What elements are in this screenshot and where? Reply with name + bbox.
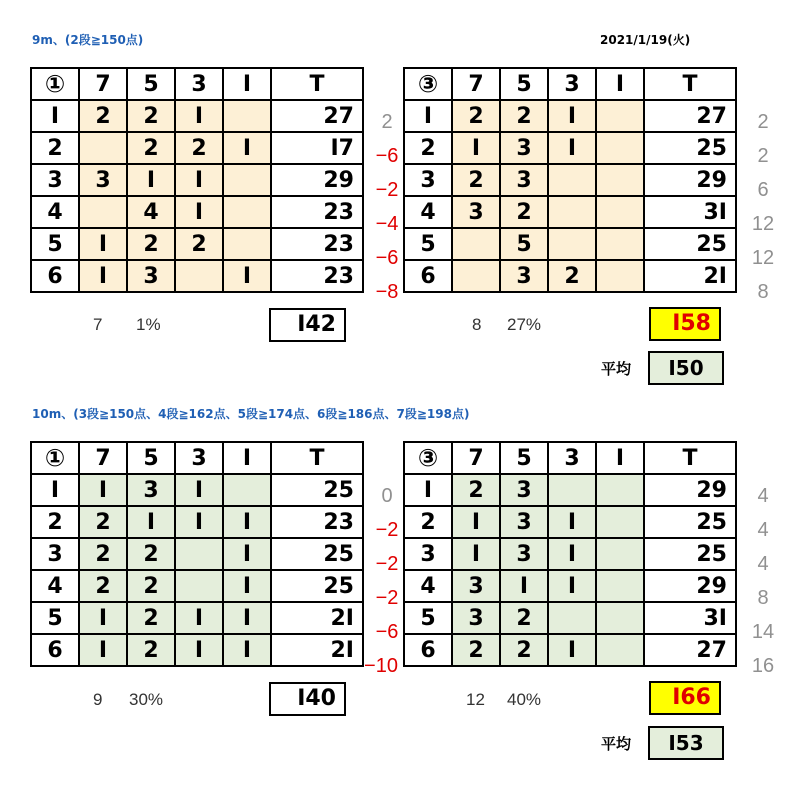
table-row — [404, 164, 736, 196]
header-cell: 3 — [548, 442, 596, 474]
count-cell: 2 — [452, 474, 500, 506]
count-cell — [596, 260, 644, 292]
stat-count: 9 — [93, 690, 103, 709]
row-number: 4 — [31, 196, 79, 228]
row-number: I — [31, 474, 79, 506]
diff-value: −2 — [375, 519, 399, 541]
count-cell: 2 — [127, 634, 175, 666]
row-total: 25 — [271, 474, 363, 506]
table-row — [404, 260, 736, 292]
count-cell — [175, 538, 223, 570]
count-cell — [452, 260, 500, 292]
diff-value: 12 — [751, 213, 775, 235]
header-cell: 5 — [127, 442, 175, 474]
score-table-left — [30, 441, 364, 667]
count-cell — [596, 474, 644, 506]
header-cell: ① — [31, 68, 79, 100]
stat-count: 7 — [93, 315, 103, 334]
table-row — [404, 196, 736, 228]
table-row — [31, 602, 363, 634]
count-cell: I — [223, 538, 271, 570]
score-table-left — [30, 67, 364, 293]
count-cell — [548, 196, 596, 228]
count-cell: 3 — [500, 260, 548, 292]
table-row — [404, 474, 736, 506]
count-cell: I — [175, 164, 223, 196]
header-cell: I — [223, 442, 271, 474]
count-cell: I — [452, 538, 500, 570]
count-cell: I — [548, 506, 596, 538]
diff-value: −6 — [375, 621, 399, 643]
count-cell: I — [127, 164, 175, 196]
count-cell — [596, 538, 644, 570]
row-number: 2 — [404, 506, 452, 538]
count-cell — [175, 570, 223, 602]
grand-total: I58 — [649, 307, 721, 341]
score-table-right — [403, 67, 737, 293]
row-total: 23 — [271, 506, 363, 538]
section-heading: 9m、(2段≧150点) — [32, 33, 144, 47]
count-cell: 2 — [500, 602, 548, 634]
row-total: 29 — [644, 474, 736, 506]
count-cell: I — [223, 570, 271, 602]
count-cell — [596, 602, 644, 634]
average-label: 平均 — [601, 360, 632, 378]
diff-value: −2 — [375, 553, 399, 575]
row-number: 6 — [31, 634, 79, 666]
row-total: 3I — [644, 196, 736, 228]
count-cell: 2 — [127, 100, 175, 132]
header-cell: ① — [31, 442, 79, 474]
header-cell: 7 — [79, 442, 127, 474]
count-cell: I — [452, 506, 500, 538]
count-cell: 2 — [500, 100, 548, 132]
table-row — [404, 132, 736, 164]
count-cell — [548, 474, 596, 506]
count-cell — [223, 164, 271, 196]
row-number: 4 — [404, 196, 452, 228]
table-row — [31, 196, 363, 228]
table-row — [31, 634, 363, 666]
diff-value: 14 — [751, 621, 775, 643]
grand-total: I40 — [269, 682, 346, 716]
grand-total: I66 — [649, 681, 721, 715]
count-cell: 2 — [127, 602, 175, 634]
count-cell: 2 — [127, 228, 175, 260]
count-cell: I — [548, 100, 596, 132]
row-number: 6 — [31, 260, 79, 292]
diff-value: −2 — [375, 587, 399, 609]
count-cell — [596, 132, 644, 164]
table-row — [404, 100, 736, 132]
diff-value: −6 — [375, 247, 399, 269]
count-cell: 3 — [127, 474, 175, 506]
count-cell: 2 — [452, 164, 500, 196]
diff-value: 2 — [381, 111, 393, 133]
count-cell: 3 — [452, 196, 500, 228]
date-label: 2021/1/19(火) — [600, 33, 691, 47]
count-cell — [223, 196, 271, 228]
row-total: 25 — [271, 570, 363, 602]
count-cell: I — [175, 634, 223, 666]
stat-percent: 30% — [129, 690, 164, 709]
diff-value: −4 — [375, 213, 399, 235]
header-cell: I — [596, 68, 644, 100]
count-cell: I — [175, 196, 223, 228]
row-total: 2I — [271, 634, 363, 666]
table-row — [404, 228, 736, 260]
count-cell: I — [223, 260, 271, 292]
table-row — [31, 228, 363, 260]
count-cell: I — [223, 506, 271, 538]
row-total: 27 — [644, 100, 736, 132]
header-row — [31, 442, 363, 474]
header-cell: 5 — [127, 68, 175, 100]
header-cell: 3 — [175, 442, 223, 474]
count-cell — [596, 506, 644, 538]
count-cell: 3 — [452, 570, 500, 602]
header-row — [404, 442, 736, 474]
row-number: 3 — [31, 164, 79, 196]
count-cell — [79, 132, 127, 164]
row-number: 3 — [31, 538, 79, 570]
count-cell: I — [548, 132, 596, 164]
row-total: 3I — [644, 602, 736, 634]
count-cell — [223, 474, 271, 506]
row-number: 5 — [404, 602, 452, 634]
table-row — [31, 474, 363, 506]
row-number: I — [31, 100, 79, 132]
row-number: 4 — [404, 570, 452, 602]
header-cell: I — [223, 68, 271, 100]
table-row — [404, 538, 736, 570]
count-cell: I — [500, 570, 548, 602]
row-total: 27 — [271, 100, 363, 132]
count-cell — [452, 228, 500, 260]
table-row — [31, 570, 363, 602]
count-cell: 3 — [79, 164, 127, 196]
diff-value: 6 — [757, 179, 769, 201]
count-cell: I — [79, 260, 127, 292]
count-cell: I — [223, 602, 271, 634]
header-cell: 7 — [79, 68, 127, 100]
row-total: 23 — [271, 228, 363, 260]
header-cell: T — [644, 68, 736, 100]
count-cell: I — [127, 506, 175, 538]
count-cell: 4 — [127, 196, 175, 228]
average-value: I50 — [648, 351, 724, 385]
count-cell: 2 — [127, 538, 175, 570]
row-number: 6 — [404, 260, 452, 292]
row-number: I — [404, 474, 452, 506]
stat-count: 8 — [472, 315, 482, 334]
row-number: 2 — [31, 132, 79, 164]
row-total: 27 — [644, 634, 736, 666]
row-number: 6 — [404, 634, 452, 666]
row-total: I7 — [271, 132, 363, 164]
diff-value: 4 — [757, 519, 769, 541]
count-cell: 2 — [127, 570, 175, 602]
count-cell: I — [79, 634, 127, 666]
diff-value: −2 — [375, 179, 399, 201]
count-cell: 3 — [500, 538, 548, 570]
count-cell: I — [175, 602, 223, 634]
count-cell: 2 — [548, 260, 596, 292]
diff-value: 12 — [751, 247, 775, 269]
header-cell: 5 — [500, 68, 548, 100]
count-cell — [548, 164, 596, 196]
diff-value: 8 — [757, 281, 769, 303]
header-cell: T — [644, 442, 736, 474]
count-cell: I — [548, 538, 596, 570]
section-heading: 10m、(3段≧150点、4段≧162点、5段≧174点、6段≧186点、7段≧198点) — [32, 407, 470, 421]
diff-value: −8 — [375, 281, 399, 303]
table-row — [31, 132, 363, 164]
diff-value: 2 — [757, 145, 769, 167]
count-cell: 2 — [175, 132, 223, 164]
row-total: 29 — [644, 570, 736, 602]
average-value: I53 — [648, 726, 724, 760]
row-number: 2 — [31, 506, 79, 538]
count-cell: I — [175, 474, 223, 506]
table-row — [404, 634, 736, 666]
count-cell: I — [79, 602, 127, 634]
header-row — [31, 68, 363, 100]
score-table-right — [403, 441, 737, 667]
row-total: 25 — [644, 506, 736, 538]
diff-value: −10 — [364, 655, 398, 677]
table-row — [31, 260, 363, 292]
count-cell — [596, 228, 644, 260]
header-cell: 7 — [452, 442, 500, 474]
diff-value: 0 — [381, 485, 393, 507]
count-cell — [596, 196, 644, 228]
count-cell: I — [79, 474, 127, 506]
table-row — [404, 506, 736, 538]
row-number: 5 — [31, 602, 79, 634]
row-total: 23 — [271, 260, 363, 292]
row-total: 29 — [644, 164, 736, 196]
count-cell — [223, 228, 271, 260]
count-cell — [175, 260, 223, 292]
header-cell: 3 — [175, 68, 223, 100]
diff-value: −6 — [375, 145, 399, 167]
row-number: 2 — [404, 132, 452, 164]
diff-value: 16 — [751, 655, 775, 677]
count-cell: 2 — [79, 538, 127, 570]
count-cell: I — [223, 132, 271, 164]
count-cell: I — [548, 570, 596, 602]
table-row — [31, 164, 363, 196]
stat-percent: 40% — [507, 690, 542, 709]
stat-count: 12 — [466, 690, 485, 709]
count-cell — [79, 196, 127, 228]
count-cell: 2 — [452, 100, 500, 132]
count-cell: 3 — [500, 132, 548, 164]
count-cell: 2 — [175, 228, 223, 260]
count-cell: 5 — [500, 228, 548, 260]
count-cell: I — [175, 506, 223, 538]
count-cell: 2 — [79, 506, 127, 538]
header-cell: 7 — [452, 68, 500, 100]
header-cell: ③ — [404, 442, 452, 474]
table-row — [31, 538, 363, 570]
count-cell: 2 — [500, 196, 548, 228]
count-cell: 3 — [500, 506, 548, 538]
count-cell — [596, 634, 644, 666]
row-number: I — [404, 100, 452, 132]
count-cell — [596, 164, 644, 196]
count-cell: I — [548, 634, 596, 666]
header-cell: T — [271, 68, 363, 100]
count-cell — [596, 100, 644, 132]
table-row — [31, 100, 363, 132]
row-number: 5 — [404, 228, 452, 260]
count-cell: 3 — [500, 474, 548, 506]
count-cell: 2 — [79, 100, 127, 132]
count-cell — [596, 570, 644, 602]
count-cell: 2 — [127, 132, 175, 164]
stat-percent: 27% — [507, 315, 542, 334]
count-cell — [223, 100, 271, 132]
row-number: 5 — [31, 228, 79, 260]
stat-percent: 1% — [136, 315, 161, 334]
header-cell: 5 — [500, 442, 548, 474]
count-cell: I — [452, 132, 500, 164]
header-row — [404, 68, 736, 100]
row-total: 25 — [644, 538, 736, 570]
row-total: 2I — [271, 602, 363, 634]
diff-value: 4 — [757, 485, 769, 507]
diff-value: 8 — [757, 587, 769, 609]
table-row — [31, 506, 363, 538]
row-number: 3 — [404, 164, 452, 196]
header-cell: ③ — [404, 68, 452, 100]
row-total: 29 — [271, 164, 363, 196]
row-total: 25 — [271, 538, 363, 570]
header-cell: I — [596, 442, 644, 474]
row-total: 2I — [644, 260, 736, 292]
header-cell: T — [271, 442, 363, 474]
diff-value: 4 — [757, 553, 769, 575]
row-total: 25 — [644, 228, 736, 260]
count-cell: 3 — [500, 164, 548, 196]
row-total: 23 — [271, 196, 363, 228]
count-cell: 3 — [452, 602, 500, 634]
count-cell: 2 — [79, 570, 127, 602]
header-cell: 3 — [548, 68, 596, 100]
count-cell — [548, 228, 596, 260]
count-cell: I — [175, 100, 223, 132]
count-cell: 2 — [452, 634, 500, 666]
row-number: 4 — [31, 570, 79, 602]
table-row — [404, 570, 736, 602]
count-cell: I — [79, 228, 127, 260]
row-number: 3 — [404, 538, 452, 570]
count-cell — [548, 602, 596, 634]
count-cell: 3 — [127, 260, 175, 292]
diff-value: 2 — [757, 111, 769, 133]
count-cell: I — [223, 634, 271, 666]
grand-total: I42 — [269, 308, 346, 342]
table-row — [404, 602, 736, 634]
count-cell: 2 — [500, 634, 548, 666]
row-total: 25 — [644, 132, 736, 164]
average-label: 平均 — [601, 735, 632, 753]
